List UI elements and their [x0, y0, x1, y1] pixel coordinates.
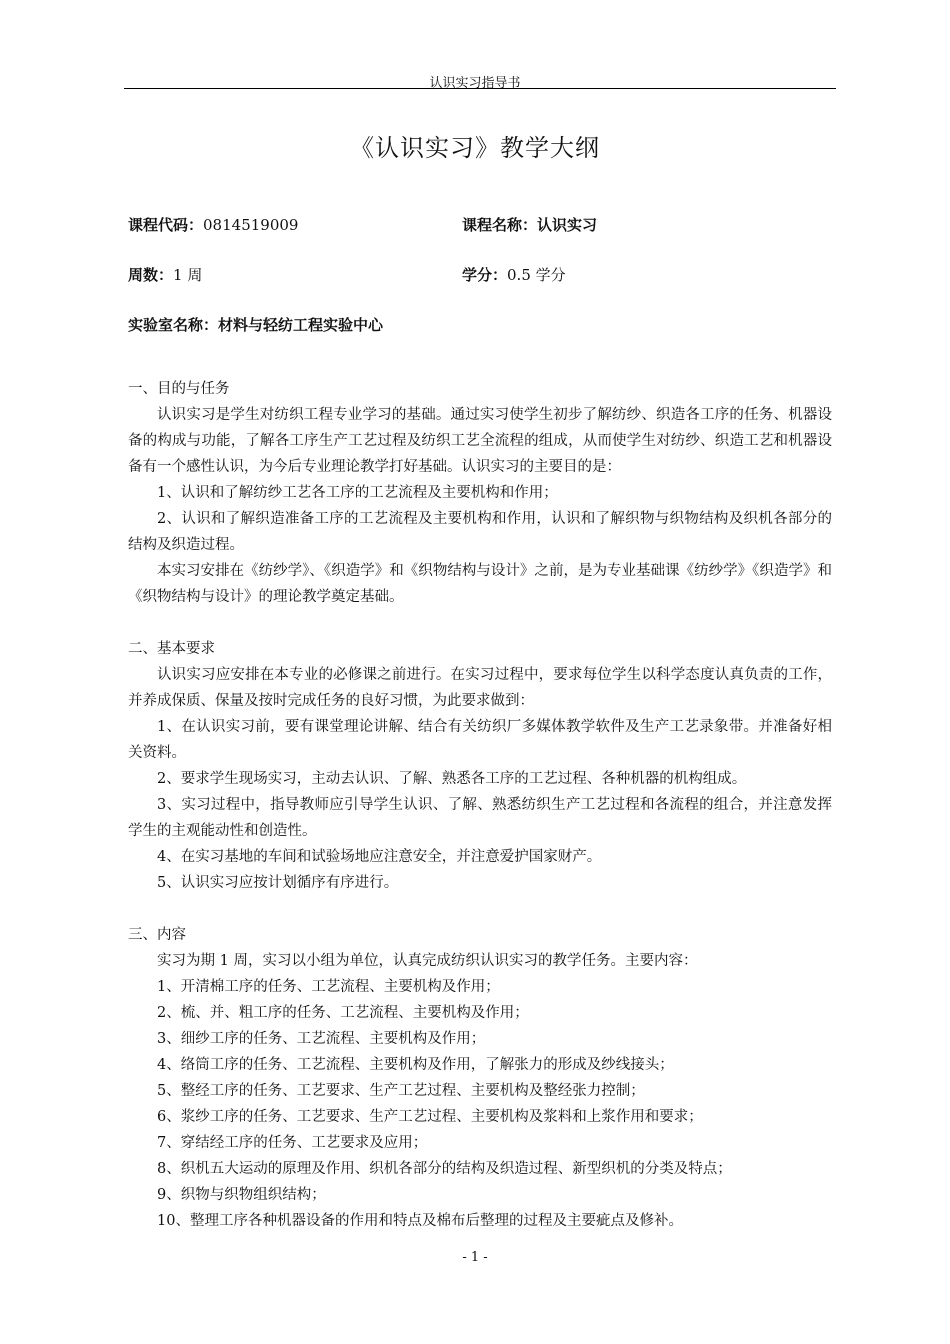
- course-name-value: 认识实习: [537, 216, 598, 234]
- course-code-label: 课程代码：: [128, 216, 204, 234]
- section-title: 二、基本要求: [128, 641, 215, 657]
- section-gap: [128, 610, 832, 636]
- lab-label: 实验室名称：: [128, 316, 219, 334]
- list-item: 6、浆纱工序的任务、工艺要求、生产工艺过程、主要机构及浆料和上浆作用和要求；: [157, 1109, 703, 1125]
- weeks-label: 周数：: [128, 266, 174, 284]
- course-code: [128, 214, 298, 235]
- list-item: 1、在认识实习前，要有课堂理论讲解、结合有关纺织厂多媒体教学软件及生产工艺录象带。并准备好相关资料。: [128, 719, 832, 761]
- running-header: 认识实习指导书: [429, 76, 521, 91]
- list-item: 3、实习过程中，指导教师应引导学生认识、了解、熟悉纺织生产工艺过程和各流程的组合，并注意发挥学生的主观能动性和创造性。: [128, 797, 832, 839]
- course-name-label: 课程名称：: [462, 216, 538, 234]
- list-item: 1、认识和了解纺纱工艺各工序的工艺流程及主要机构和作用；: [157, 485, 558, 501]
- list-item: 2、认识和了解织造准备工序的工艺流程及主要机构和作用，认识和了解织物与织物结构及织机各部分的结构及织造过程。: [128, 511, 832, 553]
- list-item: 2、要求学生现场实习，主动去认识、了解、熟悉各工序的工艺过程、各种机器的机构组成。: [157, 771, 747, 787]
- paragraph: 认识实习应安排在本专业的必修课之前进行。在实习过程中，要求每位学生以科学态度认真负责的工作，并养成保质、保量及按时完成任务的良好习惯，为此要求做到：: [128, 667, 832, 709]
- list-item: 2、梳、并、粗工序的任务、工艺流程、主要机构及作用；: [157, 1005, 529, 1021]
- paragraph: 本实习安排在《纺纱学》、《织造学》和《织物结构与设计》之前，是为专业基础课《纺纱学》《织造学》和《织物结构与设计》的理论教学奠定基础。: [128, 563, 832, 605]
- credits-label: 学分：: [462, 266, 508, 284]
- header-rule: [124, 88, 836, 89]
- list-item: 7、穿结经工序的任务、工艺要求及应用；: [157, 1135, 428, 1151]
- paragraph: 认识实习是学生对纺织工程专业学习的基础。通过实习使学生初步了解纺纱、织造各工序的任务、机器设备的构成与功能，了解各工序生产工艺过程及纺织工艺全流程的组成，从而使学生对纺纱、织造工艺和机器设备有一个感性认识，为今后专业理论教学打好基础。认识实习的主要目的是：: [128, 407, 832, 475]
- section-title: 三、内容: [128, 927, 186, 943]
- section-purpose: [128, 376, 832, 610]
- list-item: 4、络筒工序的任务、工艺流程、主要机构及作用，了解张力的形成及纱线接头；: [157, 1057, 674, 1073]
- credits: [462, 264, 566, 285]
- weeks: [128, 264, 202, 285]
- course-code-value: 0814519009: [203, 216, 299, 234]
- list-item: 9、织物与织物组织结构；: [157, 1187, 326, 1203]
- list-item: 3、细纱工序的任务、工艺流程、主要机构及作用；: [157, 1031, 486, 1047]
- document-title: 《认识实习》教学大纲: [350, 134, 600, 162]
- page-number: - 1 -: [462, 1250, 488, 1265]
- document-body: [128, 376, 832, 1234]
- list-item: 1、开清棉工序的任务、工艺流程、主要机构及作用；: [157, 979, 500, 995]
- paragraph: 实习为期 1 周，实习以小组为单位，认真完成纺织认识实习的教学任务。主要内容：: [157, 953, 698, 969]
- section-content: [128, 922, 832, 1234]
- course-name: [462, 214, 597, 235]
- list-item: 10、整理工序各种机器设备的作用和特点及棉布后整理的过程及主要疵点及修补。: [157, 1213, 683, 1229]
- section-gap: [128, 896, 832, 922]
- list-item: 5、认识实习应按计划循序有序进行。: [157, 875, 399, 891]
- list-item: 4、在实习基地的车间和试验场地应注意安全，并注意爱护国家财产。: [157, 849, 602, 865]
- lab-name: [128, 314, 383, 335]
- section-requirements: [128, 636, 832, 896]
- weeks-value: 1 周: [173, 266, 203, 284]
- list-item: 5、整经工序的任务、工艺要求、生产工艺过程、主要机构及整经张力控制；: [157, 1083, 645, 1099]
- section-title: 一、目的与任务: [128, 381, 230, 397]
- lab-value: 材料与轻纺工程实验中心: [218, 316, 384, 334]
- list-item: 8、织机五大运动的原理及作用、织机各部分的结构及织造过程、新型织机的分类及特点；: [157, 1161, 732, 1177]
- credits-value: 0.5 学分: [507, 266, 566, 284]
